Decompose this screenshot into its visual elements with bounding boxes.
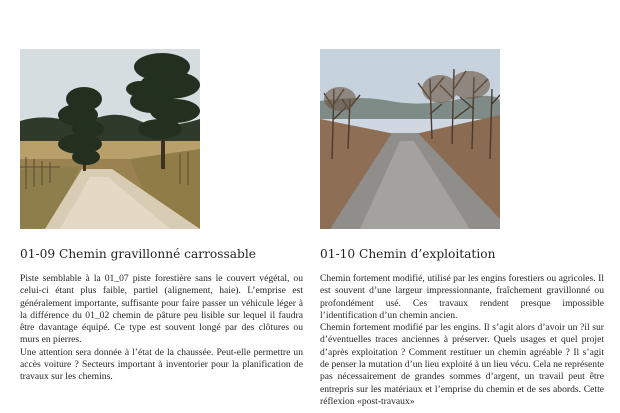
paragraph: Chemin fortement modifié, utilisé par les engins forestiers ou agricoles. Il est souvent d’une largeur impressionnante, fraîchement gravillonné ou profondément usé. Ces travaux rendent presque impossible l’identification d’un chemin ancien. — [320, 273, 604, 321]
photo-forest-track-image — [320, 49, 500, 229]
paragraph: Piste semblable à la 01_07 piste forestière sans le couvert végétal, ou celui-ci étant plus faible, partiel (alignement, haie). L’emprise est généralement importante, suffisante pour faire passer un véhicule léger à la différence du 01_02 chemin de pâture peu lisible sur lequel il faudra être davantage équipé. Ce type est souvent longé par des clôtures ou murs en pierres. — [20, 273, 303, 346]
paragraph: Chemin fortement modifié par les engins. Il s’agit alors d’avoir un ?il sur d’éventuelles traces anciennes à préserver. Quels usages et quel projet d’après exploitation ? Comment restituer un chemin agréable ? Il s’agit de penser la mutation d’un lieu exploité à un lieu vécu. Cela ne représente pas nécessairement de grandes sommes d’argent, un travail peut être entrepris sur les matériaux et l’emprise du chemin et de ses abords. Cette réflexion «post-travaux» — [320, 322, 604, 407]
section-title: 01-09 Chemin gravillonné carrossable — [20, 247, 256, 261]
section-chemin-gravillonne — [20, 245, 303, 384]
section-title: 01-10 Chemin d’exploitation — [320, 247, 496, 261]
paragraph: Une attention sera donnée à l’état de la chaussée. Peut-elle permettre un accès voiture ? Secteurs important à inventorier pour la planification de travaux sur les chemins. — [20, 346, 303, 383]
photo-gravel-road — [20, 49, 200, 229]
section-chemin-exploitation — [320, 245, 604, 408]
photo-forest-track — [320, 49, 500, 229]
photo-gravel-road-image — [20, 49, 200, 229]
